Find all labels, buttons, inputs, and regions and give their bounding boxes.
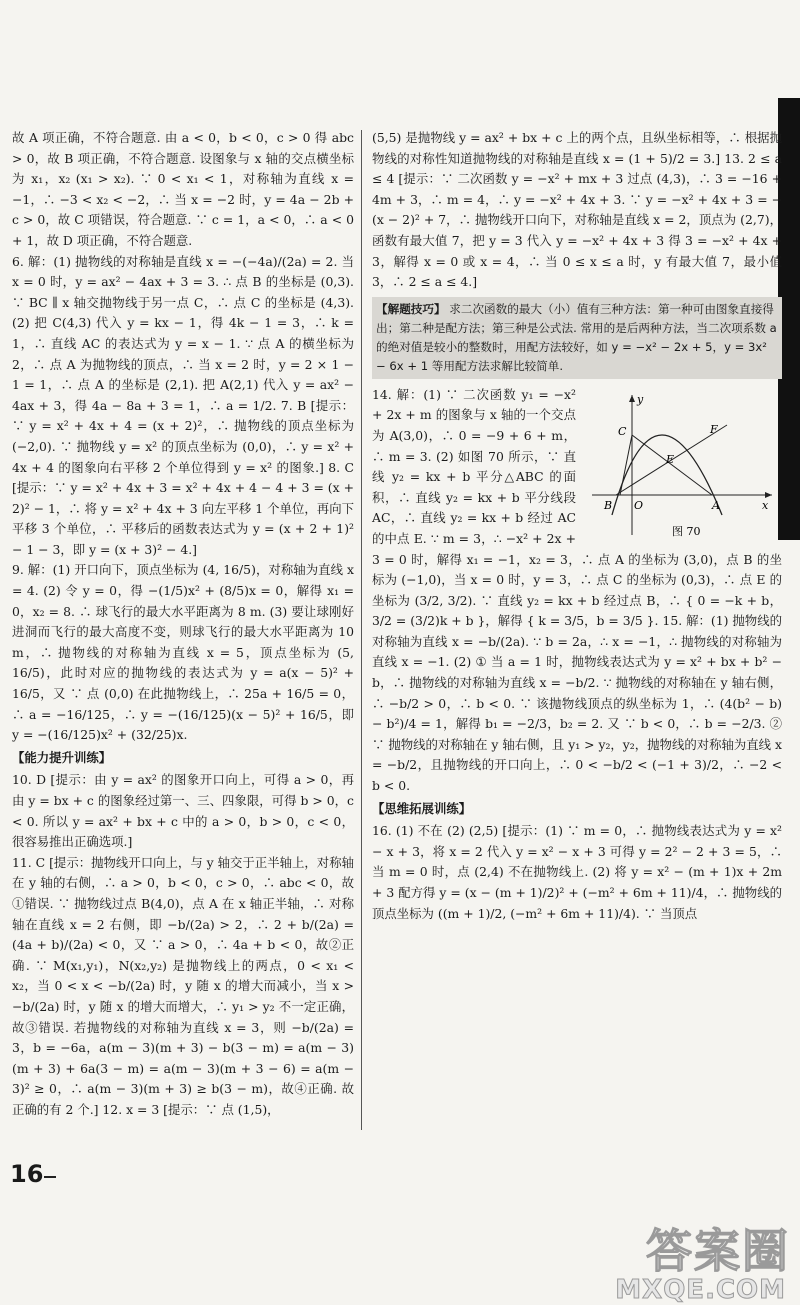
solution-paragraph-9: 9. 解：(1) 开口向下，顶点坐标为 (4, 16/5)，对称轴为直线 x = 4. (2) 令 y = 0，得 −(1/5)x² + (8/5)x = 0，解得 x₁ = 0，x₂ = 8. ∴ 球飞行的最大水平距离为 8 m. (3) 要让球刚好进洞而飞行的最大高度不变，则球飞行的最大水平距离为 10 m，∴ 抛物线的对称轴为直线 x = 5，顶点坐标为 (5, 16/5)，此时对应的抛物线的表达式为 y = a(x − 5)² + 16/5，又 ∵ 点 (0,0) 在此抛物线上，∴ 25a + 16/5 = 0，∴ a = −16/125，∴ y = −(16/125)(x − 5)² + 16/5，即 y = −(16/125)x² + (32/25)x.	[12, 562, 354, 743]
label-c: C	[618, 424, 627, 438]
solution-paragraph-6-8: 6. 解：(1) 抛物线的对称轴是直线 x = −(−4a)/(2a) = 2. 当 x = 0 时，y = ax² − 4ax + 3 = 3. ∴ 点 B 的坐标是 (0,3). ∵ BC ∥ x 轴交抛物线于另一点 C，∴ 点 C 的坐标是 (4,3). (2) 把 C(4,3) 代入 y = kx − 1，得 4k − 1 = 3，∴ k = 1，∴ 直线 AC 的表达式为 y = x − 1. ∵ 点 A 的横坐标为 2，∴ 点 A 为抛物线的顶点，∴ 当 x = 2 时，y = 2 × 1 − 1 = 1，∴ 点 A 的坐标是 (2,1). 把 A(2,1) 代入 y = ax² − 4ax + 3，得 4a − 8a + 3 = 1，∴ a = 1/2. 7. B [提示：∵ y = x² + 4x + 4 = (x + 2)²，∴ 抛物线的顶点坐标为 (−2,0). ∵ 抛物线 y = x² 的顶点坐标为 (0,0)，∴ y = x² + 4x + 4 的图象向右平移 2 个单位得到 y = x² 的图象.] 8. C [提示：∵ y = x² + 4x + 3 = x² + 4x + 4 − 4 + 3 = (x + 2)² − 1，∴ 将 y = x² + 4x + 3 向左平移 1 个单位，再向下平移 3 个单位，∴ 平移后的函数表达式为 y = (x + 2 + 1)² − 1 − 3，即 y = (x + 3)² − 4.]	[12, 253, 354, 557]
x-axis-arrow	[765, 492, 772, 498]
site-watermark	[560, 1215, 800, 1305]
solution-paragraph-11-12: 11. C [提示：抛物线开口向上，与 y 轴交于正半轴上，对称轴在 y 轴的右侧，∴ a > 0，b < 0，c > 0，∴ abc < 0，故①错误. ∵ 抛物线过点 B(4,0)，点 A 在 x 轴正半轴，∴ 对称轴在直线 x = 2 右侧，即 −b/(2a) > 2，∴ 2 + b/(2a) = (4a + b)/(2a) < 0，又 ∵ a > 0，∴ 4a + b < 0，故②正确. ∵ M(x₁,y₁)，N(x₂,y₂) 是抛物线上的两点，0 < x₁ < x₂，当 0 < x < −b/(2a) 时，y 随 x 的增大而减小，当 x > −b/(2a) 时，y 随 x 的增大而增大，∴ y₁ > y₂ 不一定正确，故③错误. 若抛物线的对称轴为直线 x = 3，则 −b/(2a) = 3，b = −6a，a(m − 3)(m + 3) − b(3 − m) = a(m − 3)(m + 3) + 6a(3 − m) = a(m − 3)(m + 3 − 6) = a(m − 3)² ≥ 0，∴ a(m − 3)(m + 3) ≥ b(3 − m)，故④正确. 故正确的有 2 个.] 12. x = 3 [提示：∵ 点 (1,5)，	[12, 854, 354, 1117]
tip-label: 【解题技巧】	[376, 301, 446, 316]
right-column	[372, 128, 782, 924]
figure-70-parabola	[582, 385, 782, 545]
label-y: y	[637, 392, 644, 406]
tip-text: 求二次函数的最大（小）值有三种方法：第一种可由图象直接得出；第二种是配方法；第三种是公式法. 常用的是后两种方法，当二次项系数 a 的绝对值是较小的整数时，用配方法较好，如 y = −x² − 2x + 5，y = 3x² − 6x + 1 等用配方法求解比较简单.	[376, 301, 777, 373]
solution-paragraph-10: 10. D [提示：由 y = ax² 的图象开口向上，可得 a > 0，再由 y = bx + c 的图象经过第一、三、四象限，可得 b > 0，c < 0. 所以 y = ax² + bx + c 中的 a > 0，b > 0，c < 0，很容易推出正确选项.]	[12, 772, 354, 850]
label-x: x	[762, 498, 769, 512]
watermark-url: MXQE.COM	[615, 1275, 786, 1305]
question-14-block	[372, 385, 782, 797]
tip-box	[372, 297, 782, 379]
solution-text-14-15: 14. 解：(1) ∵ 二次函数 y₁ = −x² + 2x + m 的图象与 x 轴的一个交点为 A(3,0)，∴ 0 = −9 + 6 + m，∴ m = 3. (2) 如图 70 所示，∵ 直线 y₂ = kx + b 平分△ABC 的面积，∴ 直线 y₂ = kx + b 平分线段 AC，∴ 直线 y₂ = kx + b 经过 AC 的中点 E. ∵ m = 3，∴ −x² + 2x + 3 = 0 时，解得 x₁ = −1，x₂ = 3，∴ 点 A 的坐标为 (3,0)，点 B 的坐标为 (−1,0)，当 x = 0 时，y = 3，∴ 点 C 的坐标为 (0,3)，∴ 点 E 的坐标为 (3/2, 3/2). ∵ 直线 y₂ = kx + b 经过点 B，∴ { 0 = −k + b，3/2 = (3/2)k + b }，解得 { k = 3/5，b = 3/5 }. 15. 解：(1) 抛物线的对称轴为直线 x = −b/(2a). ∵ b = 2a，∴ x = −1，∴ 抛物线的对称轴为直线 x = −1. (2) ① 当 a = 1 时，抛物线表达式为 y = x² + bx + b² − b，∴ 抛物线的对称轴为直线 x = −b/2. ∵ 抛物线的对称轴在 y 轴右侧，∴ −b/2 > 0，∴ b < 0. ∵ 该抛物线顶点的纵坐标为 1，∴ (4(b² − b) − b²)/4 = 1，解得 b₁ = −2/3，b₂ = 2. 又 ∵ b < 0，∴ b = −2/3. ② ∵ 抛物线的对称轴在 y 轴右侧，且 y₁ > y₂，y₂，抛物线的对称轴为直线 x = −b/2，且抛物线的开口向上，∴ 0 < −b/2 < (−1 + 3)/2，∴ −2 < b < 0.	[372, 386, 782, 794]
solution-paragraph-12-13: (5,5) 是抛物线 y = ax² + bx + c 上的两个点，且纵坐标相等，∴ 根据抛物线的对称性知道抛物线的对称轴是直线 x = (1 + 5)/2 = 3.] 13. 2 ≤ a ≤ 4 [提示：∵ 二次函数 y = −x² + mx + 3 过点 (4,3)，∴ 3 = −16 + 4m + 3，∴ m = 4，∴ y = −x² + 4x + 3. ∵ y = −x² + 4x + 3 = −(x − 2)² + 7，∴ 抛物线开口向下，对称轴是直线 x = 2，顶点为 (2,7)，函数有最大值 7，把 y = 3 代入 y = −x² + 4x + 3 得 3 = −x² + 4x + 3，解得 x = 0 或 x = 4，∴ 当 0 ≤ x ≤ a 时，y 有最大值 7，最小值 3，∴ 2 ≤ a ≤ 4.]	[372, 130, 782, 290]
label-o: O	[634, 498, 644, 512]
label-e: E	[666, 452, 675, 466]
label-a: A	[712, 498, 720, 512]
y-axis-arrow	[629, 395, 635, 402]
figure-caption: 图 70	[672, 524, 701, 538]
left-column	[12, 128, 354, 1121]
page-number-dash	[44, 1176, 56, 1178]
label-b: B	[604, 498, 613, 512]
page-number: 16	[10, 1160, 44, 1188]
solution-paragraph-5-end: 故 A 项正确，不符合题意. 由 a < 0，b < 0，c > 0 得 abc > 0，故 B 项正确，不符合题意. 设图象与 x 轴的交点横坐标为 x₁，x₂ (x₁ > x₂). ∵ 0 < x₁ < 1，对称轴为直线 x = −1，∴ −3 < x₂ < −2，∴ 当 x = −2 时，y = 4a − 2b + c > 0，故 C 项错误，符合题意. ∵ c = 1，a < 0，∴ a < 0 + 1，故 D 项正确，不符合题意.	[12, 130, 354, 248]
watermark-logo-text: 答案圈	[646, 1224, 790, 1278]
parabola-curve	[612, 435, 722, 515]
label-f: F	[710, 422, 718, 436]
section-heading-ability: 【能力提升训练】	[12, 749, 112, 765]
solution-paragraph-16: 16. (1) 不在 (2) (2,5) [提示：(1) ∵ m = 0，∴ 抛物线表达式为 y = x² − x + 3，将 x = 2 代入 y = x² − x + 3 可得 y = 2² − 2 + 3 = 5，∴ 当 m = 0 时，点 (2,4) 不在抛物线上. (2) 将 y = x² − (m + 1)x + 2m + 3 配方得 y = (x − (m + 1)/2)² + (−m² + 6m + 11)/4，∴ 抛物线的顶点坐标为 ((m + 1)/2, (−m² + 6m + 11)/4). ∵ 当顶点	[372, 823, 782, 921]
section-heading-thinking: 【思维拓展训练】	[372, 800, 472, 816]
column-divider	[361, 130, 362, 1130]
